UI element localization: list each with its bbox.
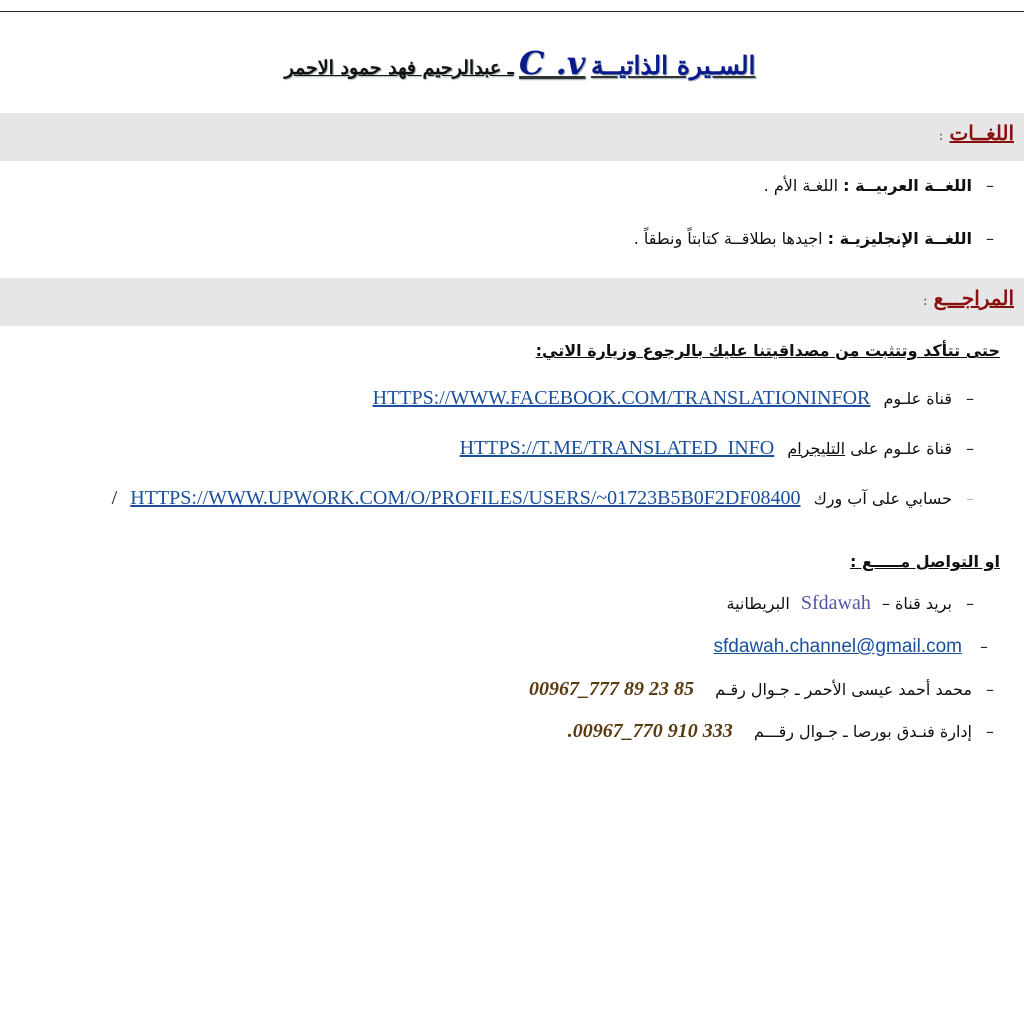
- list-dash: –: [986, 229, 994, 248]
- facebook-link[interactable]: HTTPS://WWW.FACEBOOK.COM/TRANSLATIONINFOR: [372, 387, 871, 409]
- phone-number: 00967_777 89 23 85: [529, 678, 695, 700]
- references-section-header: [0, 278, 1024, 326]
- phone-number: .00967_770 910 333: [567, 720, 733, 742]
- contact-pre: بريد قناة –: [881, 594, 952, 613]
- reference-text: حسابي على آب ورك: [813, 489, 952, 508]
- reference-text-underlined: التليجرام: [787, 439, 846, 458]
- contact-person: إدارة فنـدق بورصا ـ جـوال رقـــم: [753, 722, 972, 741]
- title-cv: C .v: [519, 44, 586, 82]
- contact-person: محمد أحمد عيسى الأحمر ـ جـوال رقـم: [715, 680, 972, 699]
- references-heading-colon: :: [922, 293, 928, 309]
- reference-upwork: [112, 487, 974, 510]
- upwork-link[interactable]: HTTPS://WWW.UPWORK.COM/O/PROFILES/USERS/~01723B5B0F2DF08400: [130, 487, 801, 509]
- contact-email: [714, 636, 988, 658]
- telegram-link[interactable]: HTTPS://T.ME/TRANSLATED_INFO: [459, 437, 775, 459]
- contact-post: البريطانية: [726, 594, 790, 613]
- document-title: [200, 44, 840, 88]
- references-heading: المراجـــع: [933, 286, 1014, 310]
- list-dash: –: [966, 594, 974, 613]
- title-arabic: السـيرة الذاتيــة: [590, 51, 756, 80]
- languages-section-header: [0, 113, 1024, 161]
- trailing-slash: /: [111, 487, 118, 509]
- languages-heading-colon: :: [938, 128, 944, 144]
- contact-heading: او التواصل مـــــع :: [850, 552, 1000, 571]
- reference-text: قناة علـوم: [883, 389, 952, 408]
- contact-brand: Sfdawah: [800, 592, 871, 614]
- contact-phone-1: [529, 678, 994, 701]
- list-dash: –: [966, 489, 974, 508]
- list-dash: –: [980, 637, 988, 656]
- language-item-english: [634, 229, 994, 248]
- top-rule: [0, 11, 1024, 12]
- email-link[interactable]: sfdawah.channel@gmail.com: [713, 636, 962, 657]
- contact-phone-2: [568, 720, 994, 743]
- language-value: اللغـة الأم .: [763, 176, 839, 195]
- language-value: اجيدها بطلاقــة كتابتاً ونطقاً .: [633, 229, 823, 248]
- contact-channel-email-label: [726, 592, 974, 615]
- reference-telegram: [460, 437, 974, 460]
- list-dash: –: [986, 680, 994, 699]
- language-item-arabic: [764, 176, 994, 195]
- list-dash: –: [986, 176, 994, 195]
- language-label: اللغــة الإنجليزيـة :: [827, 229, 972, 248]
- references-intro: حتى تتأكد وتتثبت من مصداقيتنا عليك بالرجوع وزيارة الاتي:: [535, 341, 1000, 360]
- languages-heading: اللغــات: [949, 121, 1014, 145]
- reference-facebook: [373, 387, 974, 410]
- list-dash: –: [966, 389, 974, 408]
- title-name: ـ عبدالرحيم فهد حمود الاحمر: [284, 57, 514, 79]
- reference-text: قناة علـوم على: [850, 439, 952, 458]
- list-dash: –: [966, 439, 974, 458]
- language-label: اللغــة العربيــة :: [843, 176, 972, 195]
- list-dash: –: [986, 722, 994, 741]
